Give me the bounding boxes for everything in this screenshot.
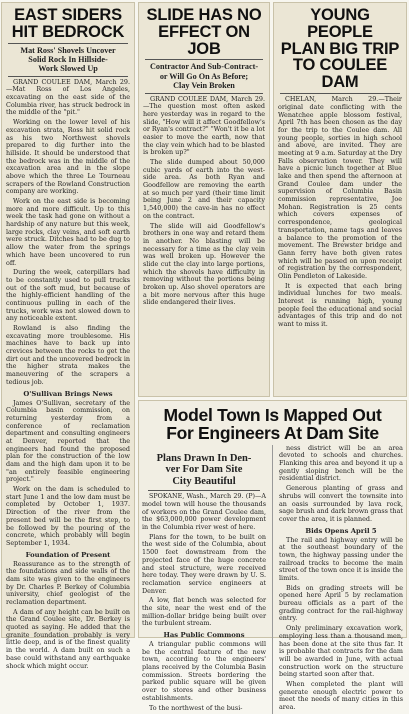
subhead-slide: Contractor And Sub-Contract- or Will Go On As Before; Clay Vein Broken	[149, 62, 259, 90]
paragraph: When completed the plant will generate enough electric power to meet the needs of many cities in this area.	[279, 679, 403, 711]
section-heading: O'Sullivan Brings News	[23, 389, 113, 398]
clipping-east-siders	[1, 2, 135, 670]
rule	[145, 93, 263, 94]
section-heading: Foundation of Present	[25, 550, 111, 559]
paragraph: CHELAN, March 29.—Their original date conflicting with the Wenatchee apple blossom festival, April 7th has been chosen as the day for the trip to the Coulee dam. All young people, sorties in high school and above, are invited. They are meeting at 9 a.m. Saturday at the Dry Falls observation tower. They will have a picnic lunch together at Blue lake and then spend the afternoon at Grand Coulee dam under the supervision of Columbia Basin commission representative, Joe Mohan. Registration is 25 cents which covers expenses of correspondence, geological transportation, name tags and leaves a balance to the promotion of the movement. The Brewster bridge and Gann ferry have both given rates which will be passed on upon receipt of registration by the correspondent, Olin Pendleton of Lakeside.	[278, 95, 402, 280]
paragraph: Rowland is also finding the excavating more troublesome. His machines have to back up into crevices between the rocks to get the dirt out and the uncovered bedrock in the higher strata makes the maneuvering of the scrapers a tedious job.	[6, 324, 130, 386]
paragraph: Work on the dam is scheduled to start June 1 and the low dam must be completed by October 1, 1937. Direction of the river from the present bed will be the first step, to be followed by the pouring of the concrete, which probably will begin September 1, 1934.	[6, 485, 130, 547]
rule	[145, 59, 263, 60]
paragraph: A dam of any height can be built on the Grand Coulee site, Dr. Berkey is quoted as saying. He added that the granite foundation probably is very little deep, and is of the finest quality in the world. A dam built on such a base could withstand any earthquake shock which might occur.	[6, 607, 130, 670]
paragraph: A triangular public commons will be the central feature of the new town, according to the engineers' plans received by the Columbia Basin commission. Streets bordering the parked public square will be given over to stores and other business establishments.	[142, 640, 266, 702]
paragraph: To the northwest of the busi-	[149, 703, 243, 712]
paragraph: During the week, caterpillars had to be constantly used to pull trucks out of the soft mud, but because of the highly-efficient handling of the continuous pulling in each of the trucks, work was not slowed down to any noticeable extent.	[6, 268, 130, 323]
section-heading: Has Public Commons	[163, 631, 245, 640]
headline-east-siders: EAST SIDERS HIT BEDROCK	[11, 6, 125, 41]
subhead-east-siders: Mat Ross' Shovels Uncover Solid Rock In Hillside- Work Slowed Up	[20, 45, 116, 73]
clipping-young-people	[273, 2, 407, 397]
headline-model-town: Model Town Is Mapped Out For Engineers At Dam Site	[163, 405, 382, 443]
paragraph: Working on the lower level of his excavation strata, Ross hit solid rock as his two Northwest shovels prepared to dig further into the hillside. It should be understood that the bedrock was in the middle of the excavation area and in the slope above which the three Le Tourneau scrapers of the Rowland Construction company are working.	[6, 118, 130, 196]
paragraph: GRAND COULEE DAM, March 29.—Mat Ross of Los Angeles, excavating on the east side of the Columbia river, has struck bedrock in the middle of the "pit."	[6, 77, 130, 117]
paragraph: Reassurance as to the strength of the foundations and side walls of the dam site was given to the engineers by Dr. Charles P. Berkey of Columbia university, chief geologist of the reclamation department.	[6, 559, 130, 607]
subhead-plans: Plans Drawn In Den- ver For Dam Site City Beautiful	[156, 452, 252, 487]
headline-slide: SLIDE HAS NO EFFECT ON JOB	[146, 6, 262, 58]
paragraph: The slide dumped about 50,000 cubic yards of earth into the west-side area. As both Ryan and Goodfellow are removing the earth at so much per yard (their time limit being June 2 and their capacity 1,540,000) the cave-in has no effect on the contract.	[143, 158, 265, 220]
paragraph: James O'Sullivan, secretary of the Columbia basin commission, on returning yesterday from a conference of reclamation department and consulting engineers at Denver, reported that the engineers had found the proposed plan for the construction of the low dam and the high dam upon it to be "an entirely feasible engineering project."	[6, 398, 130, 484]
clipping-model-town	[138, 400, 407, 712]
column-divider	[272, 445, 273, 714]
paragraph: ness district will be an area devoted to schools and churches. Flanking this area and beyond it up a gently sloping bench will be the residential district.	[279, 443, 403, 483]
rule	[148, 490, 260, 491]
section-heading: Bids Opens April 5	[305, 526, 377, 535]
article-columns	[139, 445, 406, 714]
paragraph: The slide will aid Goodfellow's brothers in one way and retard them in another. No blasting will be necessary for a time as the clay vein was well broken up. However the slide cut the clay into large portions, which the shovels have difficulty in removing without the portions being broken up. Also shovel operators are a bit more nervous after this huge slide endangered their lives.	[143, 221, 265, 307]
paragraph: SPOKANE, Wash., March 29. (P)—A model town will house the thousands of workers on the Grand Coulee dam, the $63,000,000 power development in the Columbia river west of here.	[142, 492, 266, 532]
paragraph: Generous planting of grass and shrubs will convert the townsite into an oasis surrounded by lava rock, sage brush and dark brown grass that cover the area, it is planned.	[279, 484, 403, 523]
paragraph: GRAND COULEE DAM, March 29.—The question most often asked here yesterday was in regard to the slide, "How will it affect Goodfellow's or Ryan's contract?" "Won't it be a lot easier to move the earth, now that the clay vein which had to be blasted is broken up?"	[143, 94, 265, 157]
paragraph: The rail and highway entry will be at the southeast boundary of the town, the highway passing under the railroad tracks to become the main street of the town once it is inside the limits.	[279, 535, 403, 582]
paragraph: It is expected that each bring individual lunches for two meals. Interest is running high, young people feel the educational and social advantages of this trip and do not want to miss it.	[278, 281, 402, 329]
column-right	[279, 445, 403, 714]
paragraph: Plans for the town, to be built on the west side of the Columbia, about 1500 feet downstream from the projected face of the huge concrete and steel structure, were received here today. They were drawn by U. S. reclamation service engineers at Denver.	[142, 532, 266, 595]
column-left	[142, 445, 266, 714]
paragraph: Work on the east side is becoming more and more difficult. Up to this week the task had gone on without a hardship of any nature but this week, large rocks, clay veins, and soft earth were struck. Ditches had to be dug to allow the water from the springs which have been uncovered to run off.	[6, 197, 130, 267]
paragraph: Bids on grading streets will be opened here April 5 by reclamation bureau officials as a part of the grading contract for the rail-highway entry.	[279, 583, 403, 623]
paragraph: A low, flat bench was selected for the site, near the west end of the million-dollar bridge being built over the turbulent stream.	[142, 596, 266, 628]
clipping-slide	[138, 2, 270, 397]
headline-young-people: YOUNG PEOPLE PLAN BIG TRIP TO COULEE DAM	[280, 6, 400, 92]
rule	[8, 76, 128, 77]
rule	[280, 93, 400, 94]
paragraph: Only preliminary excavation work, employing less than a thousand men, has been done at the site thus far. It is probable that contracts for the dam will be awarded in June, with actual construction work on the structure being started soon after that.	[279, 624, 403, 679]
rule	[8, 43, 128, 44]
